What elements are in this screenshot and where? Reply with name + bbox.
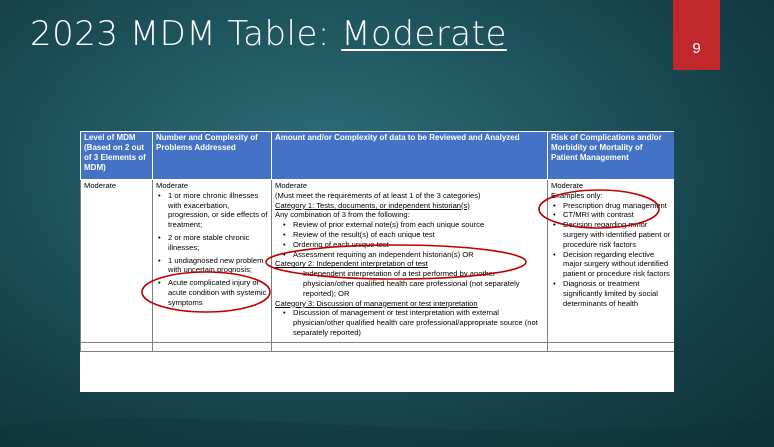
cell-risk (548, 180, 675, 343)
list-item: • Prescription drug management (563, 201, 671, 211)
mdm-table-container (80, 131, 674, 392)
table-row (81, 342, 675, 351)
risk-intro: Examples only: (551, 190, 603, 200)
risk-heading: Moderate (551, 181, 584, 190)
list-item: • CT/MRI with contrast (563, 210, 671, 220)
problems-list (156, 191, 268, 308)
cell-problems (153, 180, 272, 343)
data-category-2: Category 2: Independent interpretation of test (275, 259, 428, 269)
category-3-list (275, 308, 544, 337)
mdm-table (80, 131, 674, 352)
problems-heading: Moderate (156, 181, 189, 190)
table-row (81, 180, 675, 343)
category-2-text: Independent interpretation of a test performed by another physician/other qualified health care professional (not separately reported); OR (303, 269, 520, 298)
level-value: Moderate (84, 181, 117, 190)
slide-title-link[interactable]: Moderate (341, 14, 507, 54)
data-intro: (Must meet the requirements of at least 1 of the 3 categories) (275, 190, 481, 200)
list-item: • 2 or more stable chronic illnesses; (168, 233, 268, 253)
list-item: • 1 undiagnosed new problem with uncertain prognosis; (168, 256, 268, 276)
table-header-row (81, 132, 675, 180)
list-item: • Discussion of management or test interpretation with external physician/other qualified health care professional/appropriate source (not separately reported) (293, 308, 544, 337)
header-data: Amount and/or Complexity of data to be Reviewed and Analyzed (272, 132, 548, 180)
list-item: • Assessment requiring an independent historian(s) OR (293, 250, 544, 260)
risk-list (551, 201, 671, 309)
data-combination: Any combination of 3 from the following: (275, 210, 410, 220)
list-item: • Review of prior external note(s) from each unique source (293, 220, 544, 230)
cell-data (272, 180, 548, 343)
header-problems: Number and Complexity of Problems Addressed (153, 132, 272, 180)
header-risk: Risk of Complications and/or Morbidity or Mortality of Patient Management (548, 132, 675, 180)
list-item: • Acute complicated injury or acute condition with systemic symptoms (168, 278, 268, 307)
category-1-list (275, 220, 544, 259)
list-item: • Decision regarding minor surgery with identified patient or procedure risk factors (563, 220, 671, 249)
list-item: • Ordering of each unique test (293, 240, 544, 250)
data-category-1: Category 1: Tests, documents, or independent historian(s) (275, 200, 470, 210)
page-number-box (673, 0, 720, 70)
data-category-3: Category 3: Discussion of management or test interpretation (275, 298, 478, 308)
background-wave-decoration (0, 387, 774, 447)
slide-title-prefix: 2023 MDM Table: (30, 14, 342, 54)
cell-level (81, 180, 153, 343)
list-item: • Diagnosis or treatment significantly limited by social determinants of health (563, 279, 671, 308)
header-level: Level of MDM (Based on 2 out of 3 Elements of MDM) (81, 132, 153, 180)
list-item: • Review of the result(s) of each unique test (293, 230, 544, 240)
list-item: • Decision regarding elective major surgery without identified patient or procedure risk factors (563, 250, 671, 279)
page-number: 9 (692, 40, 701, 57)
list-item: • 1 or more chronic illnesses with exacerbation, progression, or side effects of treatment; (168, 191, 268, 230)
slide-title (30, 14, 507, 54)
data-heading: Moderate (275, 181, 308, 190)
